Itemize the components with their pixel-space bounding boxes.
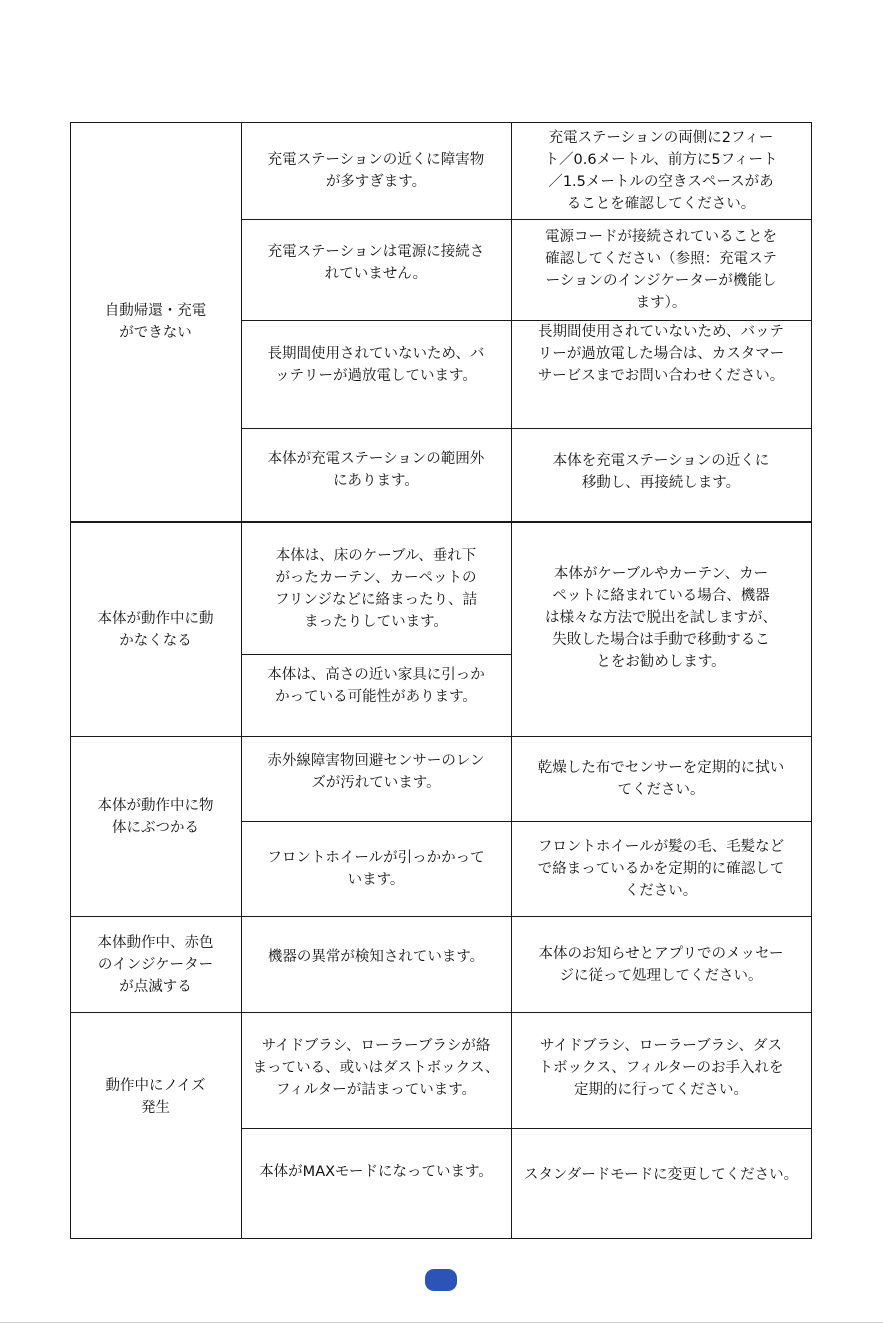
solution-cell: 本体がケーブルやカーテン、カー ペットに絡まれている場合、機器 は様々な方法で脱出を試しますが、 失敗した場合は手動で移動するこ とをお勧めします。 [545, 566, 777, 670]
solution-cell: 充電ステーションの両側に2フィー ト／0.6メートル、前方に5フィート ／1.5メートルの空きスペースがあ ることを確認してください。 [544, 130, 778, 212]
page-number-badge [425, 1269, 457, 1291]
solution-cell: 長期間使用されていないため、バッテ リーが過放電した場合は、カスタマー サービスまでお問い合わせください。 [537, 324, 785, 384]
cause-cell: 充電ステーションは電源に接続さ れていません。 [267, 244, 485, 282]
cause-cell: 本体がMAXモードになっています。 [259, 1164, 493, 1180]
cause-cell: 本体は、高さの近い家具に引っか かっている可能性があります。 [267, 667, 485, 705]
page-bottom-edge [0, 1322, 883, 1323]
solution-cell: 本体のお知らせとアプリでのメッセー ジに従って処理してください。 [538, 945, 784, 984]
cause-cell: 長期間使用されていないため、バ ッテリーが過放電しています。 [267, 346, 485, 384]
cause-cell: サイドブラシ、ローラーブラシが絡 まっている、或いはダストボックス、 フィルターが詰まっています。 [252, 1038, 500, 1098]
symptom-cell: 本体が動作中に物 体にぶつかる [97, 798, 214, 836]
cause-cell: フロントホイールが引っかかって います。 [267, 850, 485, 888]
table-right-border [811, 122, 812, 1239]
symptom-cell: 本体動作中、赤色 のインジケーター が点滅する [97, 934, 214, 995]
cause-cell: 機器の異常が検知されています。 [267, 949, 485, 965]
solution-cell: サイドブラシ、ローラーブラシ、ダス トボックス、フィルターのお手入れを 定期的に行ってください。 [538, 1038, 784, 1098]
solution-cell: スタンダードモードに変更してください。 [523, 1167, 799, 1183]
solution-cell: 電源コードが接続されていることを 確認してください（参照：充電ステ ーションのインジケーターが機能し ます）。 [545, 229, 777, 311]
cause-cell: 本体が充電ステーションの範囲外 にあります。 [267, 451, 485, 489]
cause-cell: 赤外線障害物回避センサーのレン ズが汚れています。 [267, 753, 485, 791]
solution-cell: フロントホイールが髪の毛、毛髪など で絡まっているかを定期的に確認して ください。 [537, 839, 785, 899]
table-bottom-border [70, 1238, 811, 1239]
cause-cell: 本体は、床のケーブル、垂れ下 がったカーテン、カーペットの フリンジなどに絡まったり、詰 まったりしています。 [274, 547, 478, 630]
solution-cell: 本体を充電ステーションの近くに 移動し、再接続します。 [552, 453, 770, 491]
symptom-cell: 自動帰還・充電 ができない [104, 302, 207, 341]
symptom-cell: 動作中にノイズ 発生 [105, 1078, 206, 1116]
cause-cell: 充電ステーションの近くに障害物 が多すぎます。 [267, 152, 485, 190]
solution-cell: 乾燥した布でセンサーを定期的に拭い てください。 [537, 760, 785, 798]
symptom-cell: 本体が動作中に動 かなくなる [97, 610, 214, 649]
